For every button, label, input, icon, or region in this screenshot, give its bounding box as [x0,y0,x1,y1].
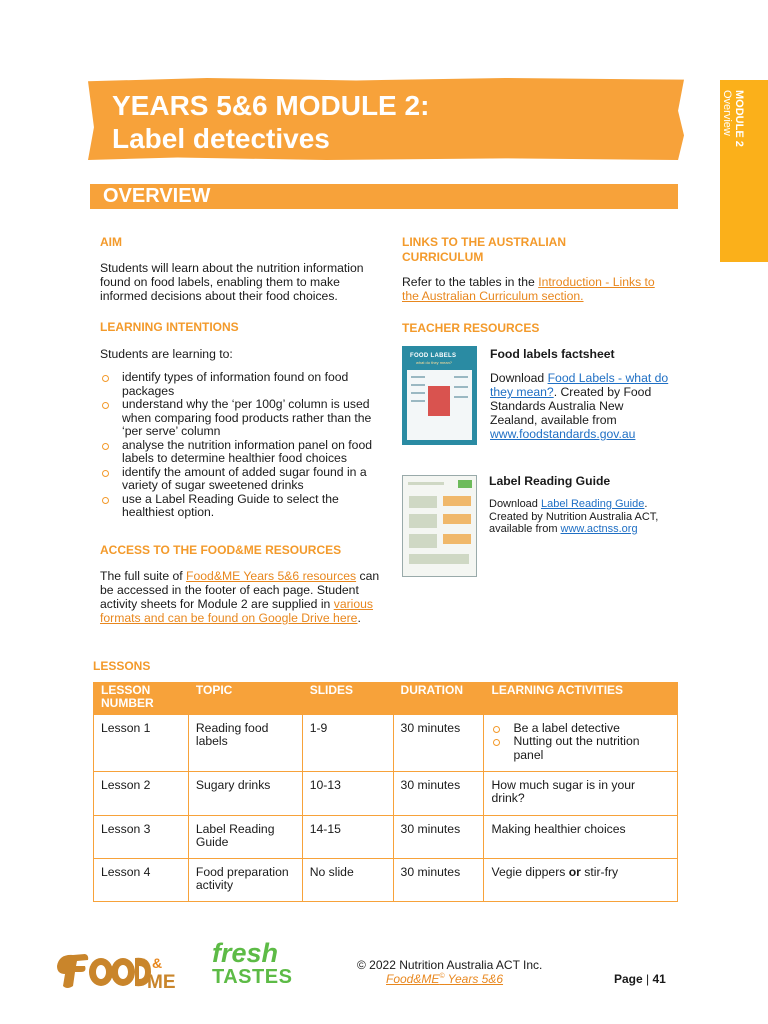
learning-intentions-heading: LEARNING INTENTIONS [100,320,239,334]
list-item: use a Label Reading Guide to select the healthiest option. [100,493,390,520]
label-reading-guide-link[interactable]: Label Reading Guide [540,498,645,510]
label-reading-guide-thumbnail[interactable] [402,475,477,577]
thumb-line [454,396,468,398]
google-drive-link[interactable]: various formats and can be found on Google Drive here [100,597,374,625]
guide-title: Label Reading Guide [489,474,611,488]
lesson-number-cell: Lesson 3 [94,815,189,858]
fresh-logo-line2: TASTES [212,966,293,988]
thumb-line [454,386,468,388]
teacher-resources-heading: TEACHER RESOURCES [402,321,540,335]
list-item: understand why the ‘per 100g’ column is used when comparing food products rather than the ‘per serve’ column [100,398,390,439]
list-item: analyse the nutrition information panel on food labels to determine healthier food choices [100,439,390,466]
thumb-subtitle: what do they mean? [416,360,453,365]
footer-foodme-link[interactable] [386,973,503,987]
thumb-block [409,534,437,548]
footer-sub-a: Food&ME [386,972,440,986]
guide-text-a: Download [489,498,541,510]
curriculum-link[interactable]: Introduction - Links to the Australian Curriculum section. [402,275,655,303]
curriculum-heading-line2: CURRICULUM [402,250,484,264]
activity-text-b: stir-fry [580,864,619,879]
duration-cell: 30 minutes [393,858,484,901]
list-item: identify types of information found on food packages [100,371,390,398]
slides-cell: 14-15 [302,815,393,858]
page-title-line2: Label detectives [112,123,330,154]
table-row [94,815,678,858]
overview-heading: OVERVIEW [103,185,211,207]
fresh-tastes-logo [212,940,292,988]
foodstandards-url-link[interactable]: www.foodstandards.gov.au [490,427,636,441]
activity-or: or [568,864,581,879]
thumb-block [409,554,469,564]
thumb-package [428,386,450,416]
access-text [100,569,385,625]
fresh-logo-line1: fresh [212,938,279,968]
side-tab-module: MODULE 2 [733,90,745,147]
thumb-logo [458,480,472,488]
thumb-block [443,514,471,524]
thumb-block [443,534,471,544]
food-labels-factsheet-thumbnail[interactable] [402,346,477,445]
curriculum-text-a: Refer to the tables in the [402,275,539,289]
table-row [94,858,678,901]
footer-sub-sup: © [439,973,445,980]
column-header: TOPIC [188,682,302,714]
table-row [94,771,678,815]
thumb-line [411,400,425,402]
topic-cell: Food preparation activity [188,858,302,901]
activities-cell: How much sugar is in your drink? [484,771,678,815]
thumb-line [454,376,468,378]
access-text-a: The full suite of [100,569,187,583]
learning-intentions-list [100,371,390,520]
lesson-number-cell: Lesson 4 [94,858,189,901]
guide-text-b: . Created by Nutrition Australia ACT, available from [489,498,659,535]
slides-cell: 1-9 [302,714,393,771]
list-item: Be a label detective [491,722,670,736]
factsheet-title: Food labels factsheet [490,347,615,361]
column-header: LEARNING ACTIVITIES [484,682,678,714]
page-label: Page [614,972,643,986]
factsheet-text [490,371,672,441]
lesson-number-cell: Lesson 2 [94,771,189,815]
table-header-row [94,682,678,714]
list-item: identify the amount of added sugar found in a variety of sugar sweetened drinks [100,466,390,493]
activity-text-a: Vegie dippers [491,864,569,879]
activities-cell: Making healthier choices [484,815,678,858]
thumb-line [408,482,444,485]
duration-cell: 30 minutes [393,815,484,858]
page-number-value: 41 [652,972,666,986]
list-item: Nutting out the nutrition panel [491,735,670,762]
curriculum-text [402,275,672,303]
slides-cell: No slide [302,858,393,901]
thumb-block [443,496,471,506]
topic-cell: Reading food labels [188,714,302,771]
foodme-logo-graphic [55,946,177,992]
thumb-block [409,496,437,508]
aim-text: Students will learn about the nutrition information found on food labels, enabling them to make informed decisions about their food choices. [100,261,364,303]
column-header: SLIDES [302,682,393,714]
actnss-url-link[interactable]: www.actnss.org [560,523,638,535]
slides-cell: 10-13 [302,771,393,815]
lesson-number-cell: Lesson 1 [94,714,189,771]
topic-cell: Sugary drinks [188,771,302,815]
access-heading: ACCESS TO THE FOOD&ME RESOURCES [100,543,342,557]
thumb-block [409,514,437,528]
activities-cell [484,714,678,771]
foodme-logo [55,946,177,992]
guide-text [489,498,664,536]
duration-cell: 30 minutes [393,714,484,771]
thumb-line [411,384,425,386]
duration-cell: 30 minutes [393,771,484,815]
lessons-heading: LESSONS [93,659,151,673]
factsheet-text-b: . Created by Food Standards Australia New Zealand, available from [490,385,652,427]
page-number: Page | 41 [614,972,666,986]
activities-cell [484,858,678,901]
foodme-resources-link[interactable]: Food&ME Years 5&6 resources [186,569,357,583]
table-row [94,714,678,771]
svg-text:ME: ME [147,972,176,992]
column-header: LESSON NUMBER [94,682,189,714]
aim-heading: AIM [100,235,122,249]
side-tab-label [721,90,744,147]
learning-intentions-intro: Students are learning to: [100,347,233,361]
access-text-c: . [357,611,361,625]
lessons-table [93,682,678,902]
footer-sub-b: Years 5&6 [444,972,504,986]
thumb-line [411,376,425,378]
access-text-b: can be accessed in the footer of each page. Student activity sheets for Module 2 are supplied in [100,569,380,611]
factsheet-text-a: Download [490,371,548,385]
column-header: DURATION [393,682,484,714]
curriculum-heading [402,235,662,265]
page-title-line1: YEARS 5&6 MODULE 2: [112,90,430,121]
footer-copyright: © 2022 Nutrition Australia ACT Inc. [357,958,543,972]
activities-list [491,722,670,763]
curriculum-heading-line1: LINKS TO THE AUSTRALIAN [402,235,566,249]
thumb-line [411,392,425,394]
thumb-title: FOOD LABELS [410,353,457,359]
topic-cell: Label Reading Guide [188,815,302,858]
side-tab-section: Overview [721,90,734,136]
svg-text:&: & [152,955,163,971]
food-labels-link[interactable]: Food Labels - what do they mean? [490,371,669,399]
